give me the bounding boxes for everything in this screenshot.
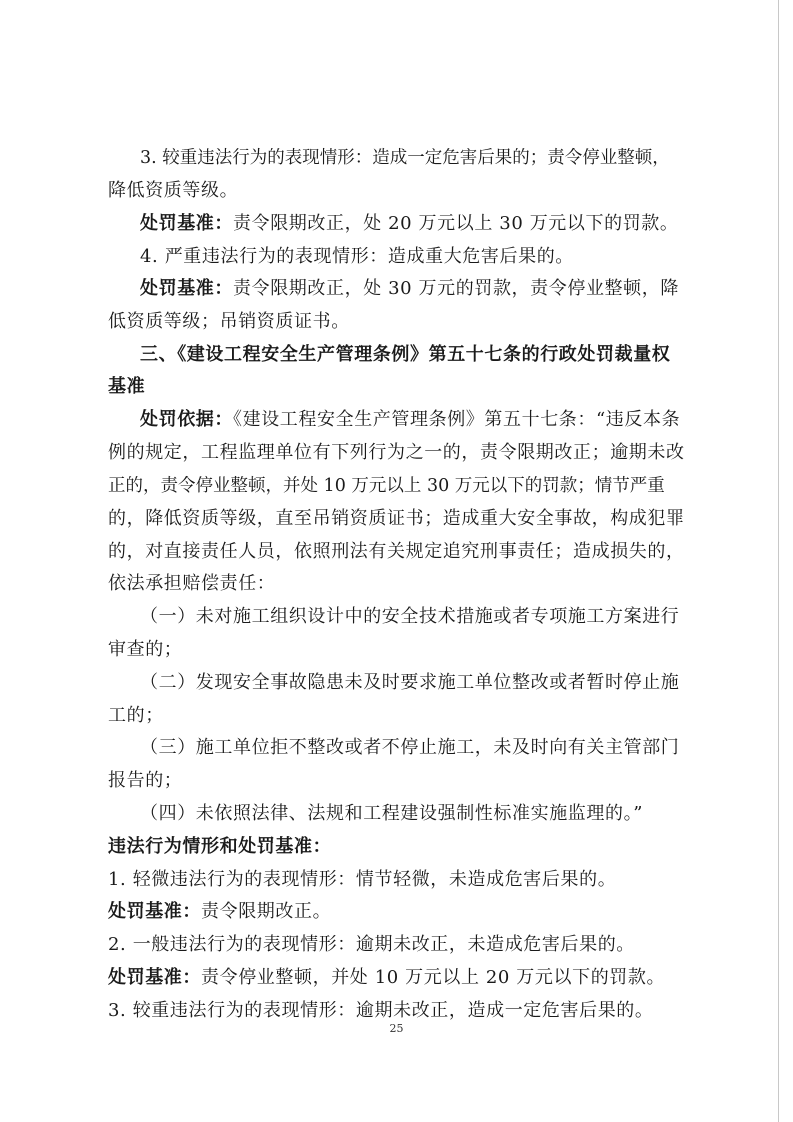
paragraph-line: 依法承担赔偿责任： [108, 573, 276, 594]
penalty-standard-line: 处罚基准：责令停业整顿，并处 10 万元以上 20 万元以下的罚款。 [108, 967, 666, 988]
penalty-standard-line: 处罚基准：责令限期改正。 [108, 901, 332, 922]
penalty-standard-label: 处罚基准： [108, 901, 201, 922]
paragraph-line: 正的，责令停业整顿，并处 10 万元以上 30 万元以下的罚款；情节严重 [108, 476, 665, 496]
list-item-continued: 报告的； [108, 770, 183, 791]
list-item-continued: 审查的； [108, 639, 183, 660]
paragraph-line: 降低资质等级。 [108, 180, 239, 201]
section-heading: 三、《建设工程安全生产管理条例》第五十七条的行政处罚裁量权 [140, 344, 671, 365]
list-item: （三）施工单位拒不整改或者不停止施工，未及时向有关主管部门 [140, 737, 680, 758]
paragraph-line: 1. 轻微违法行为的表现情形：情节轻微，未造成危害后果的。 [108, 869, 617, 890]
penalty-standard-line: 处罚基准：责令限期改正，处 30 万元的罚款，责令停业整顿，降 [140, 278, 679, 299]
paragraph-line: 的，降低资质等级，直至吊销资质证书；造成重大安全事故，构成犯罪 [108, 508, 685, 529]
paragraph-line: 的，对直接责任人员，依照刑法有关规定追究刑事责任；造成损失的， [108, 541, 685, 562]
penalty-standard-line: 处罚基准：责令限期改正，处 20 万元以上 30 万元以下的罚款。 [140, 213, 679, 234]
list-item: （一）未对施工组织设计中的安全技术措施或者专项施工方案进行 [140, 606, 680, 627]
paragraph-line: 低资质等级；吊销资质证书。 [108, 311, 350, 332]
paragraph-line: 2. 一般违法行为的表现情形：逾期未改正，未造成危害后果的。 [108, 934, 635, 955]
penalty-standard-label: 处罚基准： [140, 213, 233, 234]
list-item: （二）发现安全事故隐患未及时要求施工单位整改或者暂时停止施 [140, 672, 680, 693]
penalty-standard-label: 处罚基准： [140, 278, 233, 299]
penalty-basis-label: 处罚依据： [140, 409, 233, 430]
section-heading-continued: 基准 [108, 376, 146, 397]
penalty-basis-line: 处罚依据：《建设工程安全生产管理条例》第五十七条：“违反本条 [140, 409, 681, 430]
penalty-standard-label: 处罚基准： [108, 967, 201, 988]
list-item: （四）未依照法律、法规和工程建设强制性标准实施监理的。” [140, 803, 643, 824]
paragraph-line: 例的规定，工程监理单位有下列行为之一的，责令限期改正；逾期未改 [108, 442, 685, 463]
subsection-heading: 违法行为情形和处罚基准： [108, 836, 332, 857]
paragraph-line: 4. 严重违法行为的表现情形：造成重大危害后果的。 [140, 246, 574, 267]
paragraph-line: 3. 较重违法行为的表现情形：造成一定危害后果的；责令停业整顿， [140, 148, 670, 168]
list-item-continued: 工的； [108, 705, 164, 726]
page-number: 25 [389, 1022, 404, 1035]
paragraph-line: 3. 较重违法行为的表现情形：逾期未改正，造成一定危害后果的。 [108, 1000, 654, 1021]
scan-edge-line [778, 0, 779, 1122]
